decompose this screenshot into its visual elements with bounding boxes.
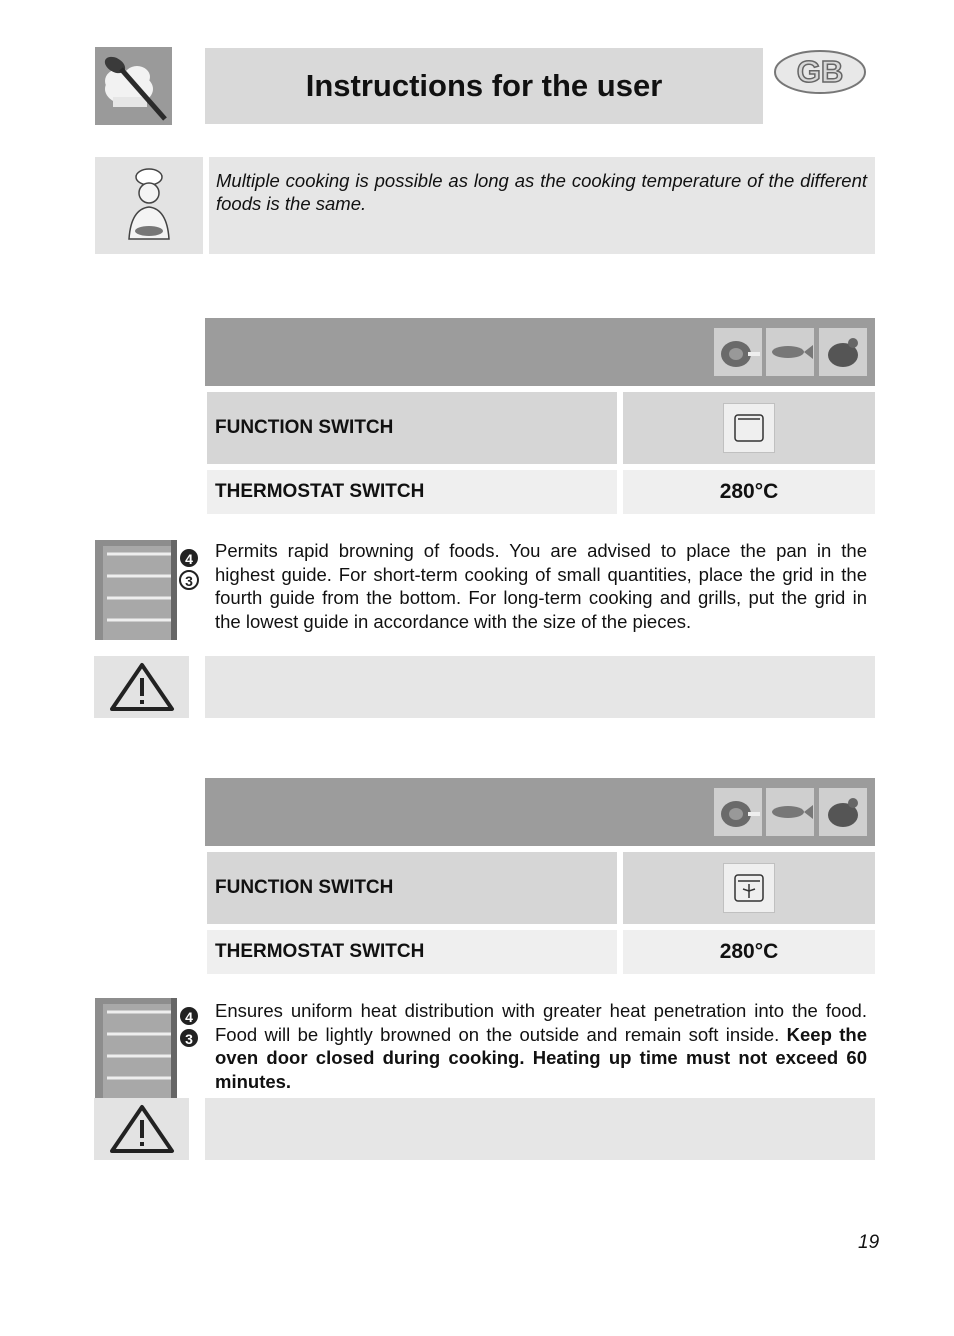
rack-label-3: 3 xyxy=(185,573,193,589)
section-header xyxy=(205,318,875,386)
spoon-chef-hat-icon xyxy=(95,47,172,125)
description-text: Ensures uniform heat distribution with greater heat penetration into the food. Food will be lightly browned on the outside and remain soft inside. xyxy=(215,1000,867,1045)
meat-icon xyxy=(714,328,762,376)
warning-icon xyxy=(94,656,189,718)
thermostat-switch-label-cell xyxy=(207,470,617,514)
chef-icon xyxy=(95,157,203,254)
meat-icon xyxy=(714,788,762,836)
page-title: Instructions for the user xyxy=(305,68,663,103)
description-bold-text: Keep the oven door closed during cooking. Heating up time must not exceed 60 minutes. xyxy=(215,1023,867,1092)
poultry-icon xyxy=(819,788,867,836)
thermostat-value-cell xyxy=(623,470,875,514)
function-switch-label: FUNCTION SWITCH xyxy=(215,417,394,438)
thermostat-value-cell xyxy=(623,930,875,974)
fan-element-icon xyxy=(723,863,775,913)
description-text: Permits rapid browning of foods. You are advised to place the pan in the highest guide. For short-term cooking of small quantities, place the grid in the fourth guide from the bottom. For long-term cooking and grills, put the grid in the lowest guide in accordance with the size of the pieces. xyxy=(215,540,867,632)
fish-icon xyxy=(766,328,814,376)
country-badge-text: GB xyxy=(796,54,844,89)
header-bar xyxy=(205,48,763,124)
warning-box xyxy=(205,1098,875,1160)
rack-label-4: 4 xyxy=(185,1009,193,1025)
rack-label-4: 4 xyxy=(185,551,193,567)
section-description xyxy=(215,539,867,633)
warning-icon xyxy=(94,1098,189,1160)
function-switch-value-cell xyxy=(623,392,875,464)
country-badge xyxy=(773,49,867,95)
note-text: Multiple cooking is possible as long as the cooking temperature of the different foods is the same. xyxy=(216,170,867,214)
rack-label-3: 3 xyxy=(185,1031,193,1047)
oven-rack-icon xyxy=(95,540,193,640)
fish-icon xyxy=(766,788,814,836)
function-switch-label-cell xyxy=(207,392,617,464)
note-box xyxy=(209,157,875,254)
oven-rack-icon xyxy=(95,998,193,1098)
section-description xyxy=(215,999,867,1093)
brand-logo xyxy=(95,47,172,125)
thermostat-switch-label: THERMOSTAT SWITCH xyxy=(215,941,425,962)
top-element-icon xyxy=(723,403,775,453)
thermostat-value: 280°C xyxy=(719,480,779,503)
thermostat-value: 280°C xyxy=(719,940,779,963)
page-number: 19 xyxy=(858,1232,880,1253)
section-header xyxy=(205,778,875,846)
poultry-icon xyxy=(819,328,867,376)
thermostat-switch-label: THERMOSTAT SWITCH xyxy=(215,481,425,502)
function-switch-value-cell xyxy=(623,852,875,924)
function-switch-label: FUNCTION SWITCH xyxy=(215,877,394,898)
thermostat-switch-label-cell xyxy=(207,930,617,974)
function-switch-label-cell xyxy=(207,852,617,924)
warning-box xyxy=(205,656,875,718)
